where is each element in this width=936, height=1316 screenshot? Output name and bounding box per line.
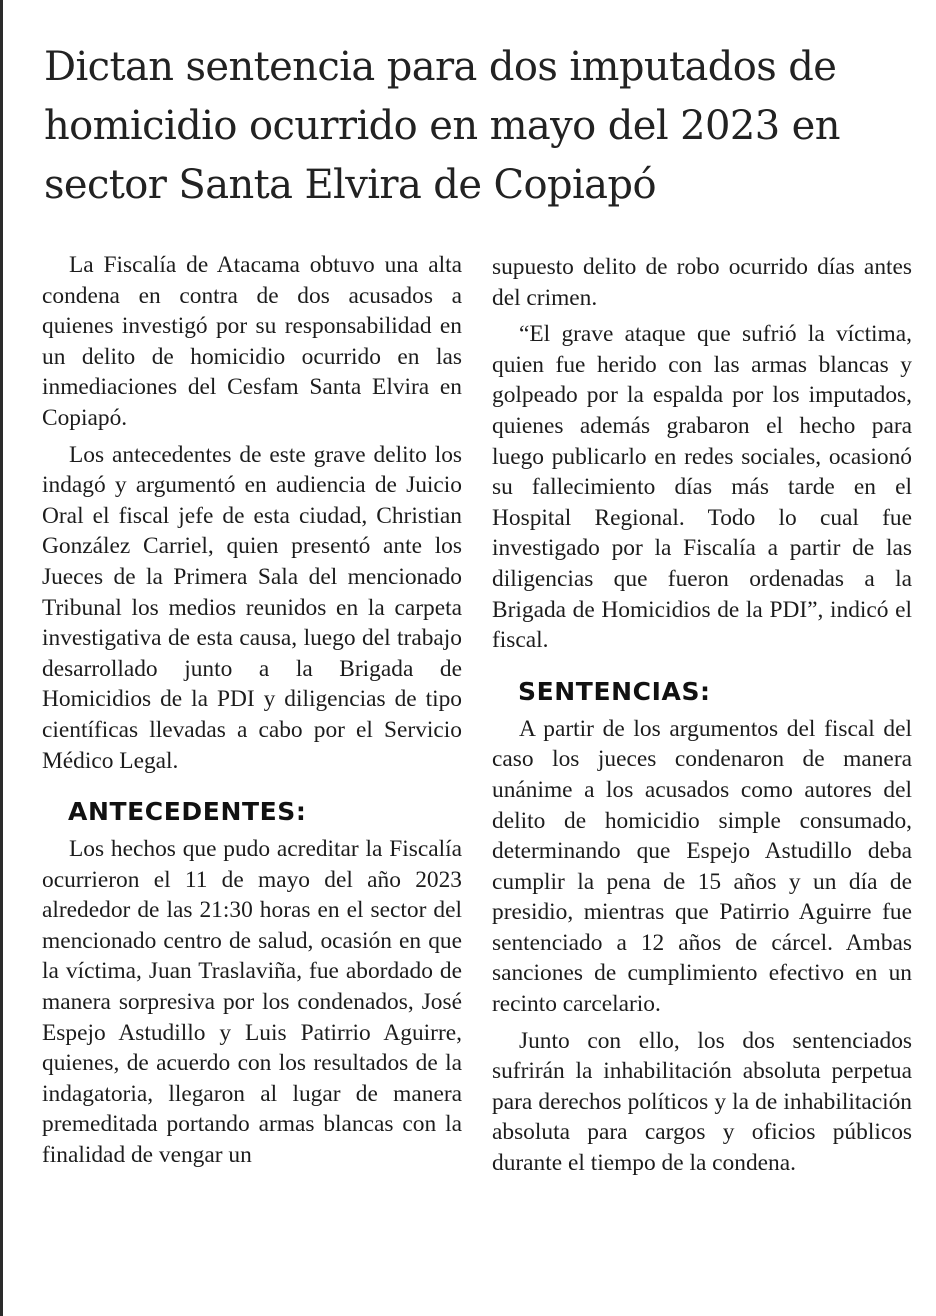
- paragraph: A partir de los argumentos del fiscal del caso los jueces condenaron de manera unánime a los acusados como autores del delito de homicidio simple consumado, determinando que Espejo Astudillo deba cumplir la pena de 15 años y un día de presidio, mientras que Patirrio Aguirre fue sentenciado a 12 años de cárcel. Ambas sanciones de cumplimiento efectivo en un recinto carcelario.: [492, 715, 912, 1018]
- article-headline: Dictan sentencia para dos imputados de homicidio ocurrido en mayo del 2023 en sector Santa Elvira de Copiapó: [44, 44, 840, 208]
- paragraph-continuation: supuesto delito de robo ocurrido días antes del crimen.: [492, 254, 912, 311]
- paragraph: La Fiscalía de Atacama obtuvo una alta condena en contra de dos acusados a quienes investigó por su responsabilidad en un delito de homicidio ocurrido en las inmediaciones del Cesfam Santa Elvira en Copiapó.: [42, 252, 462, 431]
- paragraph: Junto con ello, los dos sentenciados sufrirán la inhabilitación absoluta perpetua para derechos políticos y la de inhabilitación absoluta para cargos y oficios públicos durante el tiempo de la condena.: [492, 1027, 912, 1177]
- right-column: [492, 252, 912, 1185]
- paragraph: “El grave ataque que sufrió la víctima, quien fue herido con las armas blancas y golpeado por la espalda por los imputados, quienes además grabaron el hecho para luego publicarlo en redes sociales, ocasionó su fallecimiento días más tarde en el Hospital Regional. Todo lo cual fue investigado por la Fiscalía a partir de las diligencias que fueron ordenadas a la Brigada de Homicidios de la PDI”, indicó el fiscal.: [492, 321, 912, 654]
- left-column-rule: [0, 0, 3, 1316]
- paragraph: Los antecedentes de este grave delito los indagó y argumentó en audiencia de Juicio Oral el fiscal jefe de esta ciudad, Christian González Carriel, quien presentó ante los Jueces de la Primera Sala del mencionado Tribunal los medios reunidos en la carpeta investigativa de esta causa, luego del trabajo desarrollado junto a la Brigada de Homicidios de la PDI y diligencias de tipo científicas llevadas a cabo por el Servicio Médico Legal.: [42, 441, 462, 774]
- section-heading-antecedentes: ANTECEDENTES:: [68, 797, 307, 827]
- left-column: [42, 250, 462, 1177]
- section-heading-sentencias: SENTENCIAS:: [518, 676, 711, 706]
- paragraph: Los hechos que pudo acreditar la Fiscalía ocurrieron el 11 de mayo del año 2023 alrededor de las 21:30 horas en el sector del mencionado centro de salud, ocasión en que la víctima, Juan Traslaviña, fue abordado de manera sorpresiva por los condenados, José Espejo Astudillo y Luis Patirrio Aguirre, quienes, de acuerdo con los resultados de la indagatoria, llegaron al lugar de manera premeditada portando armas blancas con la finalidad de vengar un: [42, 836, 462, 1169]
